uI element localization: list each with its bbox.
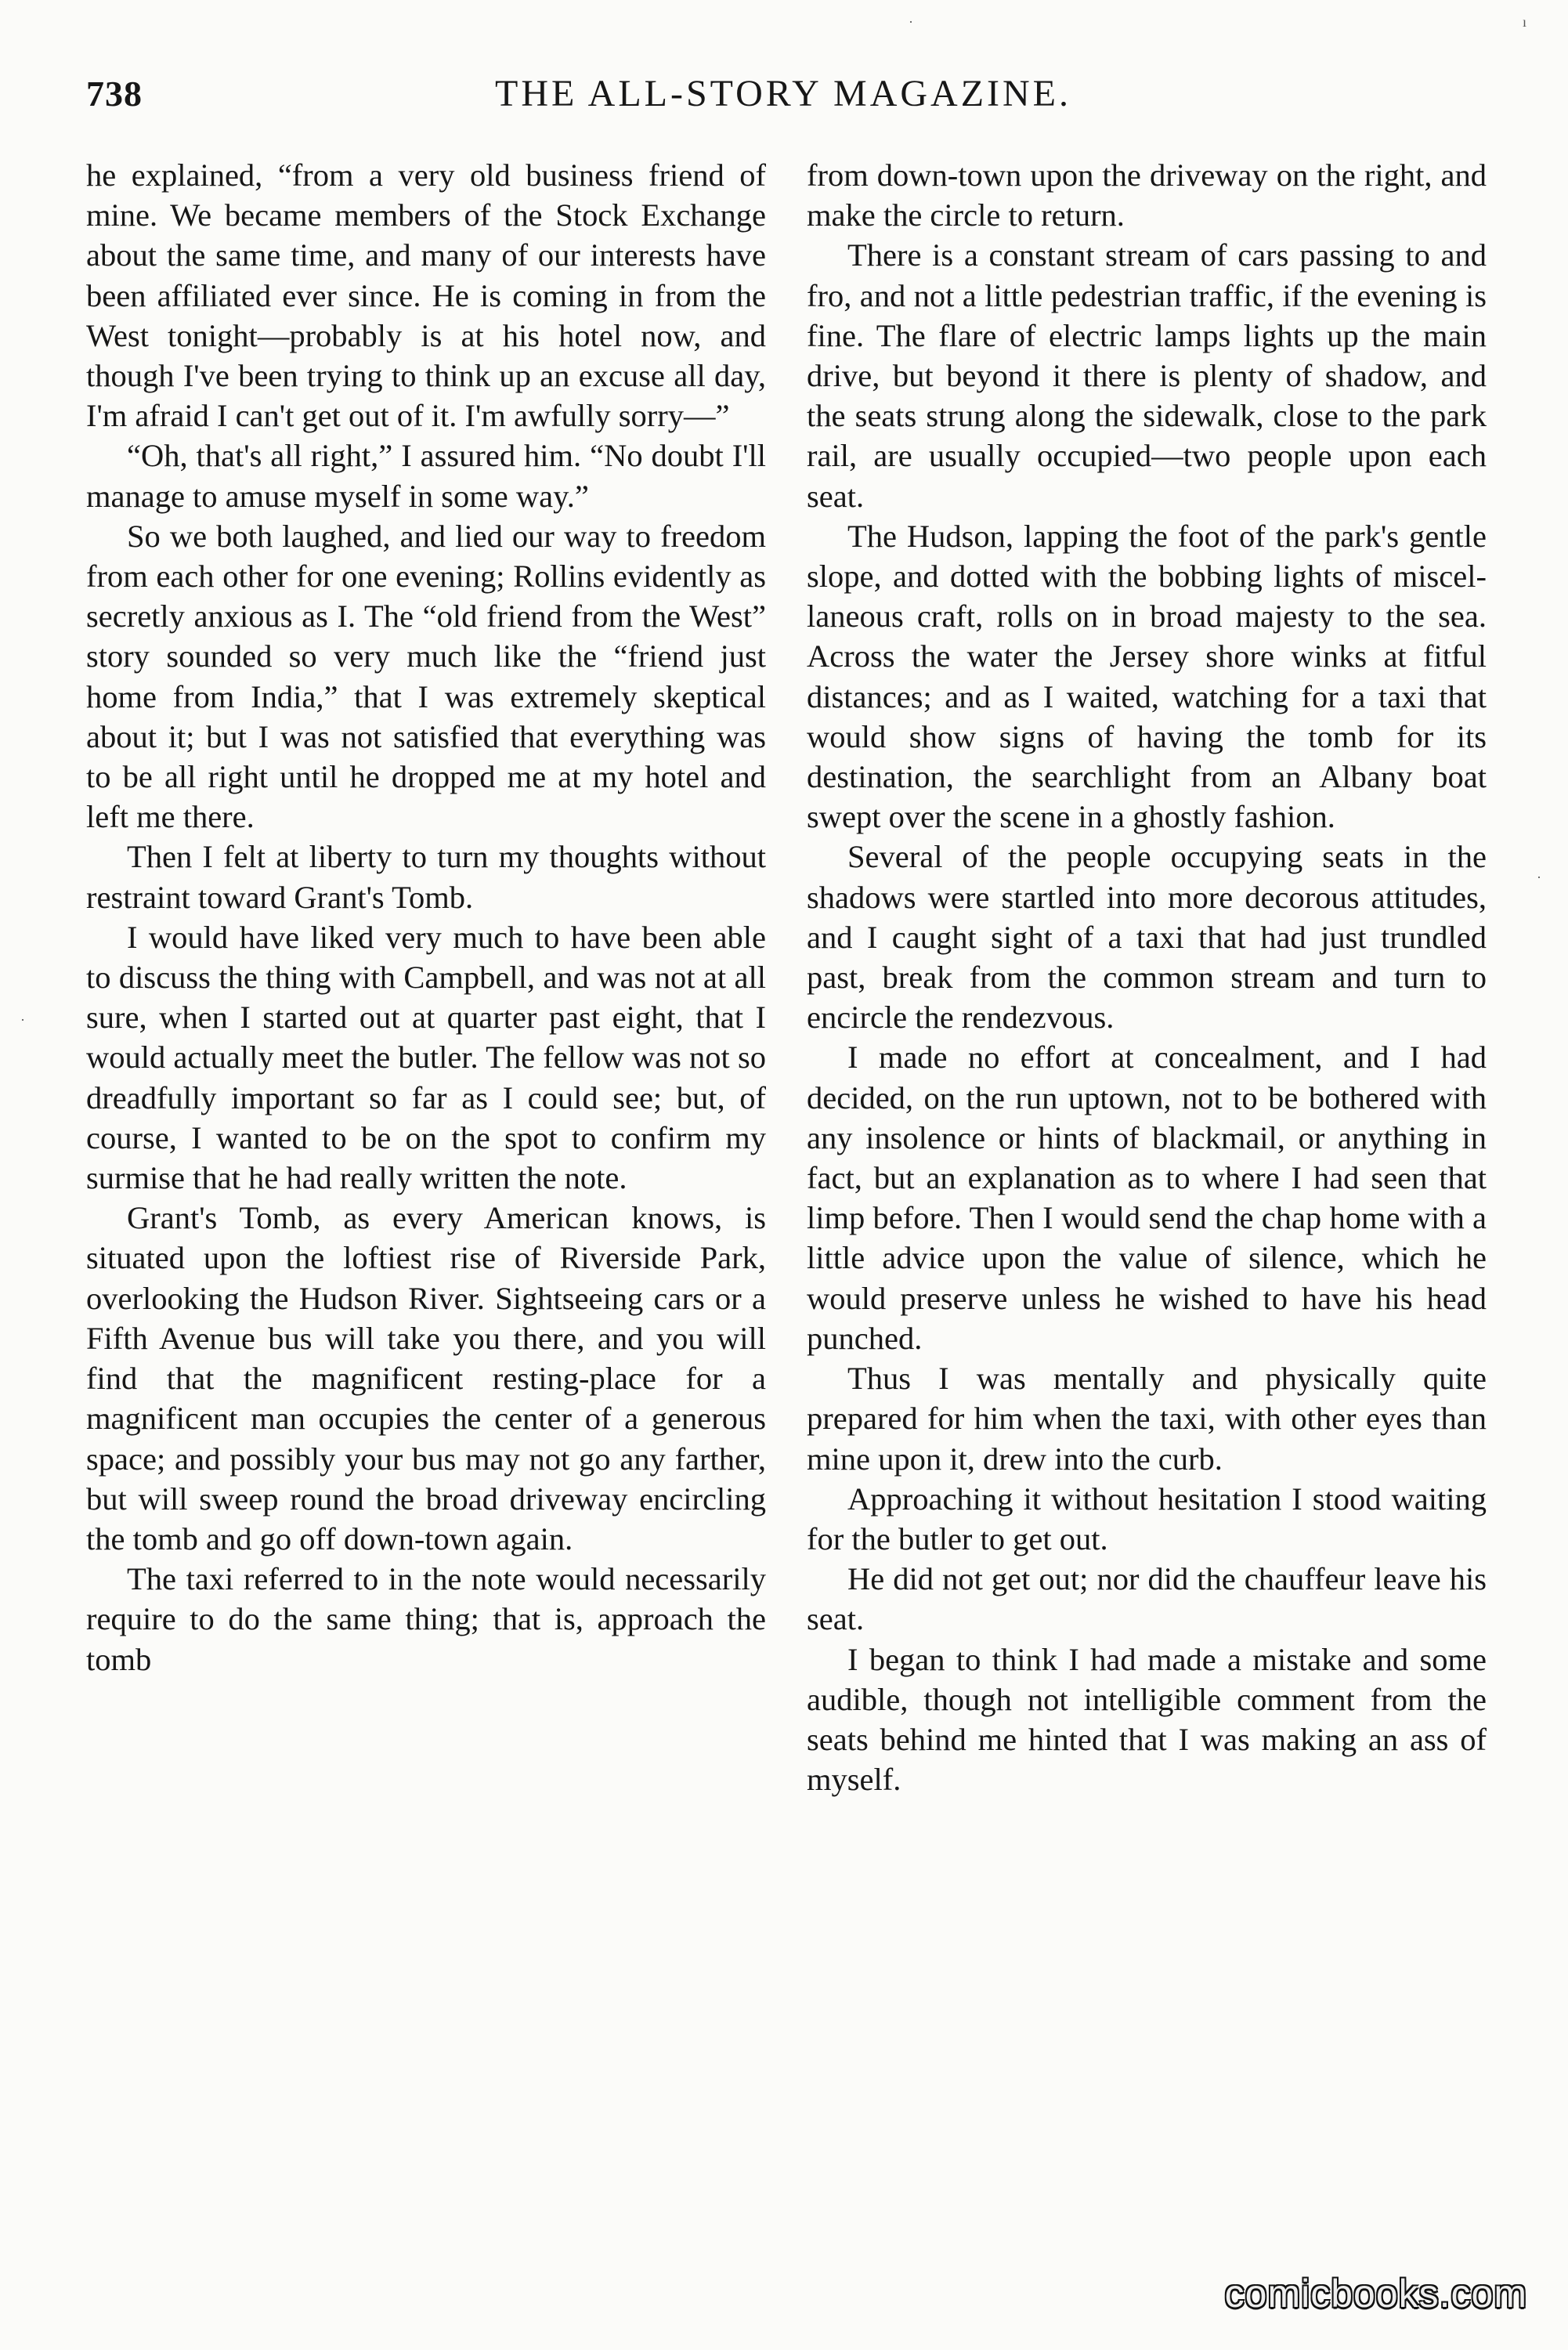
right-margin-speck: · [1537,870,1541,885]
right-paragraph-1: from down-town upon the driveway on the right, and make the circle to return. [807,157,1487,233]
left-paragraph-2: “Oh, that's all right,” I assured him. “No doubt I'll manage to amuse myself in some way.” [86,438,766,514]
left-margin-speck: · [20,1012,25,1028]
page-header [86,72,1480,127]
right-paragraph-9: I began to think I had made a mistake and some audible, though not intelligible comment from the seats behind me hinted that I was making an ass of myself. [807,1641,1487,1798]
right-paragraph-8: He did not get out; nor did the chauffeur leave his seat. [807,1561,1487,1637]
left-paragraph-6: Grant's Tomb, as every American knows, is situated upon the loftiest rise of Riverside Park, overlooking the Hudson River. Sightseeing cars or a Fifth Avenue bus will take you there, and you will find that the magnificent resting-place for a magnificent man occupies the center of a generous space; and possibly your bus may not go any farther, but will sweep round the broad driveway encircling the tomb and go off down-town again. [86,1200,766,1556]
right-paragraph-4: Several of the people occupying seats in the shadows were startled into more decorous attitudes, and I caught sight of a taxi that had just trundled past, break from the common stream and turn to encircle the rendezvous. [807,839,1487,1036]
right-paragraph-2: There is a constant stream of cars passing to and fro, and not a little pedestrian traffic, if the evening is fine. The flare of electric lamps lights up the main drive, but beyond it there is plenty of shadow, and the seats strung along the sidewalk, close to the park rail, are usually occupied—two people upon each seat. [807,237,1487,514]
left-column [86,155,766,2270]
left-paragraph-5: I would have liked very much to have been able to discuss the thing with Campbell, and was not at all sure, when I started out at quarter past eight, that I would actually meet the butler. The fellow was not so dreadfully important so far as I could see; but, of course, I wanted to be on the spot to confirm my surmise that he had really written the note. [86,919,766,1196]
top-margin-speck: · [909,14,913,30]
right-paragraph-5: I made no effort at concealment, and I had decided, on the run uptown, not to be bothered with any insolence or hints of blackmail, or anything in fact, but an explanation as to where I had seen that limp before. Then I would send the chap home with a little advice upon the value of silence, which he would preserve unless he wished to have his head punched. [807,1039,1487,1356]
magazine-title: THE ALL-STORY MAGAZINE. [495,73,1071,114]
right-paragraph-7: Approaching it without hesitation I stood waiting for the butler to get out. [807,1480,1487,1556]
site-watermark: comicbooks.com [1224,2272,1527,2316]
text-columns [86,155,1487,2270]
right-paragraph-6: Thus I was mentally and physically quite prepared for him when the taxi, with other eyes than mine upon it, drew into the curb. [807,1361,1487,1477]
left-paragraph-4: Then I felt at liberty to turn my thoughts without restraint toward Grant's Tomb. [86,839,766,915]
left-paragraph-1: he explained, “from a very old business friend of mine. We became members of the Stock Exchange about the same time, and many of our interests have been affiliated ever since. He is coming in from the West tonight—probably is at his hotel now, and though I've been trying to think up an excuse all day, I'm afraid I can't get out of it. I'm awfully sorry—” [86,157,766,434]
right-paragraph-3: The Hudson, lapping the foot of the park's gentle slope, and dotted with the bobbing lights of miscellaneous craft, rolls on in broad majesty to the sea. Across the water the Jersey shore winks at fitful distances; and as I waited, watching for a taxi that would show signs of having the tomb for its destination, the searchlight from an Albany boat swept over the scene in a ghostly fashion. [807,518,1487,835]
right-column [807,155,1487,2270]
left-paragraph-3: So we both laughed, and lied our way to freedom from each other for one evening; Rollins evidently as secretly anxious as I. The “old friend from the West” story sounded so very much like the “friend just home from India,” that I was extremely skeptical about it; but I was not satisfied that everything was to be all right until he dropped me at my hotel and left me there. [86,518,766,835]
top-right-margin-mark: ı [1523,14,1527,30]
page-number: 738 [86,74,143,114]
left-paragraph-7: The taxi referred to in the note would necessarily require to do the same thing; that is, approach the tomb [86,1561,766,1677]
